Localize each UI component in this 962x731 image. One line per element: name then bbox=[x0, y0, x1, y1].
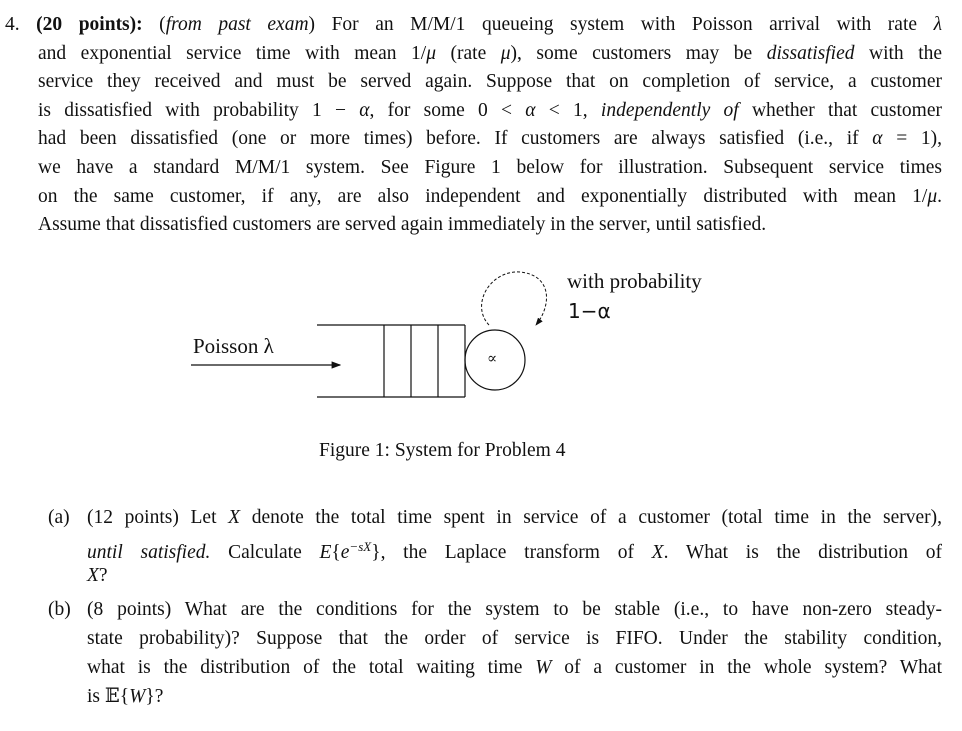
text-segment: E bbox=[319, 542, 332, 563]
text-segment: on the same customer, if any, are also independent and exponentially distributed with mean 1/ bbox=[38, 185, 928, 207]
text-line bbox=[87, 626, 942, 652]
text-segment: 4. bbox=[5, 14, 37, 35]
feedback-loop bbox=[482, 272, 547, 325]
text-segment: ( bbox=[142, 14, 166, 35]
text-segment: independently of bbox=[600, 99, 739, 121]
text-segment: Calculate bbox=[210, 542, 320, 563]
text-segment: is dissatisfied with probability 1 − bbox=[38, 99, 360, 121]
text-segment: α bbox=[359, 99, 370, 121]
text-segment: }? bbox=[145, 686, 164, 707]
text-segment: λ bbox=[933, 14, 943, 35]
text-segment: from past exam bbox=[165, 14, 309, 35]
text-segment: μ bbox=[426, 42, 436, 64]
text-line bbox=[87, 655, 942, 681]
text-segment: μ bbox=[500, 42, 511, 64]
loop-label-value: 1−α bbox=[568, 299, 611, 323]
part-label: (b) bbox=[48, 599, 71, 620]
text-segment: of a customer in the whole system? What bbox=[551, 657, 942, 678]
text-segment: X bbox=[651, 542, 664, 563]
arrival-label: Poisson λ bbox=[193, 334, 274, 358]
text-segment: , for some 0 < bbox=[369, 99, 526, 121]
part-label: (a) bbox=[48, 507, 70, 528]
text-segment: denote the total time spent in service of a customer (total time in the server), bbox=[240, 507, 943, 528]
text-segment: until satisfied. bbox=[87, 542, 211, 563]
text-segment: X bbox=[87, 565, 99, 586]
text-segment: dissatisfied bbox=[766, 42, 855, 64]
text-segment: W bbox=[535, 657, 552, 678]
text-segment: . What is the distribution of bbox=[663, 542, 942, 563]
text-segment: ) For an M/M/1 queueing system with Poisson arrival with rate bbox=[308, 14, 934, 35]
text-line bbox=[87, 563, 108, 589]
text-segment: (8 points) What are the conditions for the system to be stable (i.e., to have non-zero steady- bbox=[87, 599, 942, 620]
text-segment: = 1), bbox=[882, 128, 942, 150]
text-segment: }, the Laplace transform of bbox=[371, 542, 652, 563]
loop-label-probability: with probability bbox=[567, 269, 702, 293]
text-segment: W bbox=[129, 686, 146, 707]
text-segment: μ bbox=[927, 185, 938, 207]
text-segment: e bbox=[340, 542, 350, 563]
text-segment: ? bbox=[98, 565, 108, 586]
text-segment: (12 points) Let bbox=[87, 507, 229, 528]
text-segment: < 1, bbox=[535, 99, 601, 121]
server-symbol: ∝ bbox=[487, 351, 498, 367]
text-segment: −sX bbox=[349, 539, 372, 554]
text-segment: ), some customers may be bbox=[510, 42, 767, 64]
text-segment: α bbox=[872, 128, 883, 150]
text-line bbox=[87, 597, 942, 623]
text-segment: α bbox=[525, 99, 536, 121]
text-segment: with the bbox=[854, 42, 943, 64]
text-segment: (20 points): bbox=[36, 14, 143, 35]
text-segment: whether that customer bbox=[738, 99, 942, 121]
text-line bbox=[87, 534, 942, 563]
text-segment: state probability)? Suppose that the order of service is FIFO. Under the stability condition, bbox=[87, 628, 942, 649]
text-segment: is 𝔼{ bbox=[87, 686, 130, 707]
queue-buffer bbox=[317, 325, 465, 397]
text-segment: service they received and must be served again. Suppose that on completion of service, a customer bbox=[38, 71, 942, 93]
text-line bbox=[87, 684, 163, 710]
text-segment: (rate bbox=[435, 42, 501, 64]
text-segment: X bbox=[228, 507, 241, 528]
text-segment: and exponential service time with mean 1/ bbox=[38, 42, 427, 64]
text-segment: we have a standard M/M/1 system. See Figure 1 below for illustration. Subsequent service times bbox=[38, 157, 942, 178]
figure-caption: Figure 1: System for Problem 4 bbox=[319, 440, 566, 461]
text-line bbox=[87, 505, 942, 531]
text-segment: . bbox=[937, 185, 942, 207]
text-segment: Assume that dissatisfied customers are served again immediately in the server, until satisfied. bbox=[38, 214, 767, 236]
text-segment: { bbox=[331, 542, 341, 563]
text-segment: had been dissatisfied (one or more times) before. If customers are always satisfied (i.e., if bbox=[38, 128, 873, 150]
text-segment: what is the distribution of the total waiting time bbox=[87, 657, 536, 678]
